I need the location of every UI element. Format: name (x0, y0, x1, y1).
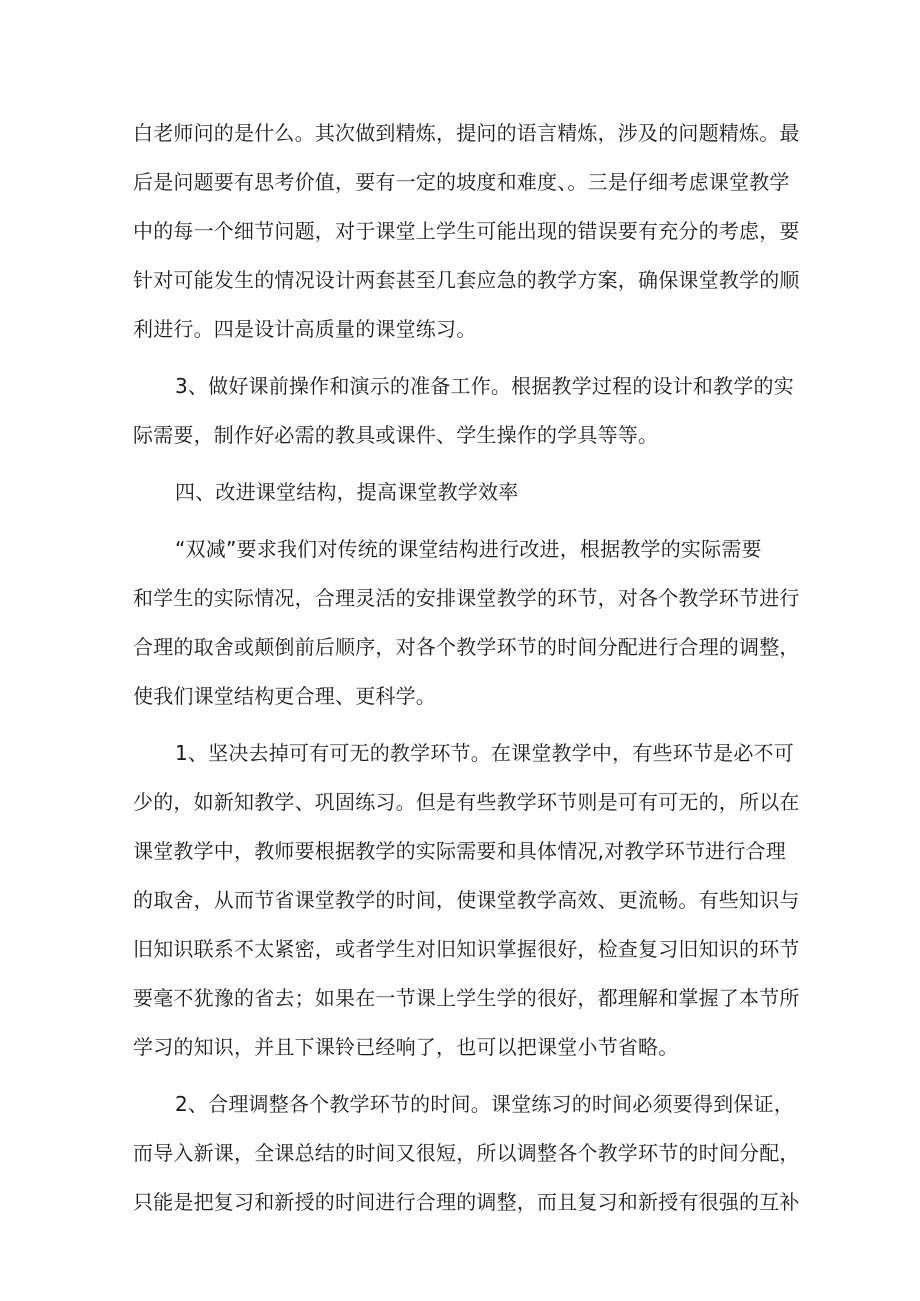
text-line: 中的每一个细节问题，对于课堂上学生可能出现的错误要有充分的考虑，要 (133, 219, 800, 243)
text-line: 2、合理调整各个教学环节的时间。课堂练习的时间必须要得到保证， (175, 1092, 794, 1116)
text-line: 使我们课堂结构更合理、更科学。 (133, 684, 436, 708)
text-line: 旧知识联系不太紧密，或者学生对旧知识掌握很好，检查复习旧知识的环节 (133, 937, 800, 961)
paragraph-item-1 (133, 729, 800, 1072)
text-line: 针对可能发生的情况设计两套甚至几套应急的教学方案，确保课堂教学的顺 (133, 268, 800, 292)
text-line: 后是问题要有思考价值，要有一定的坡度和难度、。三是仔细考虑课堂教学 (133, 170, 790, 194)
text-line: 白老师问的是什么。其次做到精炼，提问的语言精炼，涉及的问题精炼。最 (133, 121, 800, 145)
text-line: 学习的知识，并且下课铃已经响了，也可以把课堂小节省略。 (133, 1035, 679, 1059)
paragraph-item-2 (133, 1080, 800, 1227)
text-line: 要毫不犹豫的省去；如果在一节课上学生学的很好，都理解和掌握了本节所 (133, 986, 800, 1010)
text-line: 际需要，制作好必需的教具或课件、学生操作的学具等等。 (133, 423, 659, 447)
text-line: 而导入新课，全课总结的时间又很短，所以调整各个教学环节的时间分配， (133, 1141, 800, 1165)
document-body (133, 109, 800, 1227)
heading-line: 四、改进课堂结构，提高课堂教学效率 (175, 480, 519, 504)
text-line: 的取舍，从而节省课堂教学的时间，使课堂教学高效、更流畅。有些知识与 (133, 888, 800, 912)
text-line: 少的，如新知教学、巩固练习。但是有些教学环节则是可有可无的，所以在 (133, 790, 800, 814)
paragraph-questioning (133, 109, 800, 354)
text-line: 和学生的实际情况，合理灵活的安排课堂教学的环节，对各个教学环节进行 (133, 586, 800, 610)
text-line: 1、坚决去掉可有可无的教学环节。在课堂教学中，有些环节是必不可 (175, 741, 794, 765)
paragraph-item-3 (133, 362, 793, 460)
text-line: 课堂教学中，教师要根据教学的实际需要和具体情况,对教学环节进行合理 (133, 839, 786, 863)
text-line: 合理的取舍或颠倒前后顺序，对各个教学环节的时间分配进行合理的调整， (133, 635, 800, 659)
text-line: 利进行。四是设计高质量的课堂练习。 (133, 317, 477, 341)
paragraph-double-reduction (133, 525, 800, 721)
text-line: 3、做好课前操作和演示的准备工作。根据教学过程的设计和教学的实 (175, 374, 794, 398)
text-line: “双减”要求我们对传统的课堂结构进行改进，根据教学的实际需要 (175, 537, 762, 561)
section-heading (133, 468, 793, 517)
text-line: 只能是把复习和新授的时间进行合理的调整，而且复习和新授有很强的互补 (133, 1190, 800, 1214)
